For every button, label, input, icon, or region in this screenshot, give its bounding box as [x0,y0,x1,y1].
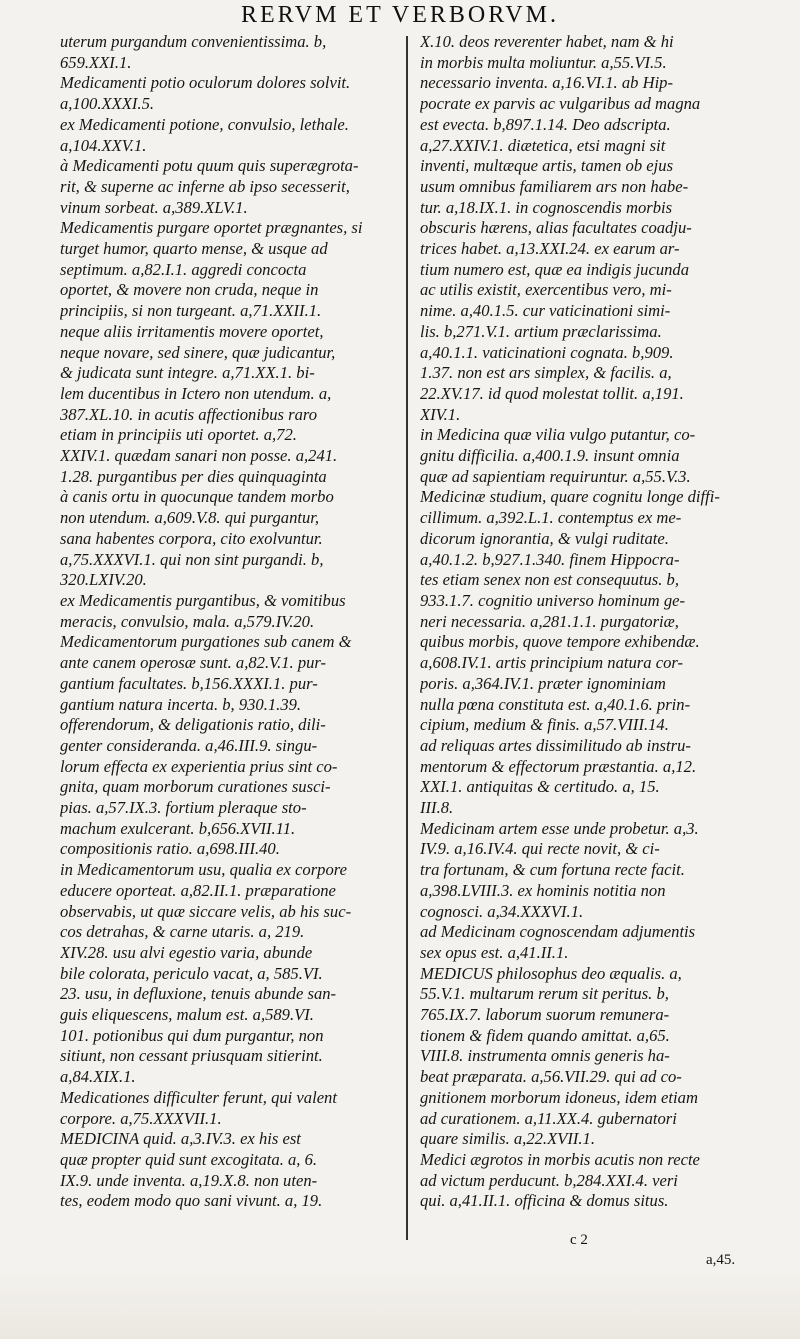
text-line: à Medicamenti potu quum quis superægrota- [60,156,359,176]
left-column [60,32,400,1212]
text-line: 1.37. non est ars simplex, & facilis. a, [420,363,672,383]
text-line: Medicamentorum purgationes sub canem & [60,632,352,652]
text-line: 23. usu, in defluxione, tenuis abunde san- [60,984,337,1004]
text-line: in Medicamentorum usu, qualia ex corpore [60,860,347,880]
text-line: a,100.XXXI.5. [60,94,155,114]
text-line: uterum purgandum convenientissima. b, [60,32,327,51]
text-line: poris. a,364.IV.1. præter ignominiam [420,673,666,693]
text-line: 320.LXIV.20. [60,570,147,590]
running-header: RERVM ET VERBORVM. [241,2,559,28]
text-line: sitiunt, non cessant priusquam sitierint. [60,1046,323,1066]
text-line: Medicinæ studium, quare cognitu longe diffi- [420,487,720,507]
text-line: a,104.XXV.1. [60,135,147,155]
text-line: MEDICUS philosophus deo æqualis. a, [420,963,682,983]
text-line: neque novare, sed sinere, quæ judicantur, [60,342,336,362]
text-line: ad curationem. a,11.XX.4. gubernatori [420,1108,677,1128]
text-line: ante canem operosæ sunt. a,82.V.1. pur- [60,653,327,673]
text-line: cillimum. a,392.L.1. contemptus ex me- [420,508,682,528]
text-line: lem ducentibus in Ictero non utendum. a, [60,383,332,403]
text-line: Medici ægrotos in morbis acutis non recte [420,1149,700,1169]
text-line: bile colorata, periculo vacat, a, 585.VI. [60,963,323,983]
text-line: est evecta. b,897.1.14. Deo adscripta. [420,114,671,134]
text-line: a,40.1.2. b,927.1.340. finem Hippocra- [420,549,680,569]
text-line: beat præparata. a,56.VII.29. qui ad co- [420,1067,682,1087]
text-line: tes etiam senex non est consequutus. b, [420,570,679,590]
text-line: ex Medicamentis purgantibus, & vomitibus [60,590,346,610]
text-line: 387.XL.10. in acutis affectionibus raro [60,404,318,424]
text-line: usum omnibus familiarem ars non habe- [420,176,689,196]
text-line: compositionis ratio. a,698.III.40. [60,839,280,859]
text-line: tium numero est, quæ ea indigis jucunda [420,259,690,279]
text-line: à canis ortu in quocunque tandem morbo [60,487,334,507]
text-line: gnitionem morborum idoneus, idem etiam [420,1087,698,1107]
text-line: 659.XXI.1. [60,52,132,72]
text-line: & judicata sunt integre. a,71.XX.1. bi- [60,363,315,383]
text-line: septimum. a,82.I.1. aggredi concocta [60,259,307,279]
text-line: ex Medicamenti potione, convulsio, lethale. [60,114,349,134]
text-line: a,75.XXXVI.1. qui non sint purgandi. b, [60,549,324,569]
text-line: qui. a,41.II.1. officina & domus situs. [420,1191,669,1211]
text-line: observabis, ut quæ siccare velis, ab his suc- [60,901,352,921]
text-line: MEDICINA quid. a,3.IV.3. ex his est [60,1129,301,1149]
text-line: etiam in principiis uti oportet. a,72. [60,425,297,445]
text-line: ad victum perducunt. b,284.XXI.4. veri [420,1170,678,1190]
text-line: 933.1.7. cognitio universo hominum ge- [420,590,686,610]
text-line: Medicamenti potio oculorum dolores solvit. [60,73,351,93]
text-line: lorum effecta ex experientia prius sint co- [60,756,338,776]
text-line: XXIV.1. quædam sanari non posse. a,241. [60,446,338,466]
text-line: gnita, quam morborum curationes susci- [60,777,331,797]
text-line: machum exulcerant. b,656.XVII.11. [60,818,296,838]
text-line: 765.IX.7. laborum suorum remunera- [420,1005,670,1025]
text-line: gnitu difficilia. a,400.1.9. insunt omnia [420,446,680,466]
text-line: ad Medicinam cognoscendam adjumentis [420,922,696,942]
text-line: 1.28. purgantibus per dies quinquaginta [60,466,327,486]
text-line: sana habentes corpora, cito exolvuntur. [60,528,323,548]
text-line: a,398.LVIII.3. ex hominis notitia non [420,880,666,900]
text-line: sex opus est. a,41.II.1. [420,942,569,962]
text-line: dicorum ignorantia, & vulgi ruditate. [420,528,669,548]
text-line: nulla pœna constituta est. a,40.1.6. prin- [420,694,691,714]
text-line: lis. b,271.V.1. artium præclarissima. [420,321,662,341]
text-line: pocrate ex parvis ac vulgaribus ad magna [420,94,701,114]
text-line: a,84.XIX.1. [60,1067,136,1087]
text-line: XXI.1. antiquitas & certitudo. a, 15. [420,777,660,797]
text-line: tionem & fidem quando amittat. a,65. [420,1025,670,1045]
text-line: XIV.28. usu alvi egestio varia, abunde [60,942,313,962]
text-line: tur. a,18.IX.1. in cognoscendis morbis [420,197,673,217]
text-line: vinum sorbeat. a,389.XLV.1. [60,197,248,217]
text-line: cognosci. a,34.XXXVI.1. [420,901,584,921]
text-line: Medicamentis purgare oportet prægnantes, si [60,218,363,238]
text-line: in morbis multa moliuntur. a,55.VI.5. [420,52,667,72]
text-line: cos detrahas, & carne utaris. a, 219. [60,922,305,942]
text-line: XIV.1. [420,404,461,424]
text-line: meracis, convulsio, mala. a,579.IV.20. [60,611,315,631]
text-line: gantium facultates. b,156.XXXI.1. pur- [60,673,318,693]
text-line: a,40.1.1. vaticinationi cognata. b,909. [420,342,674,362]
text-line: obscuris hærens, alias facultates coadju- [420,218,692,238]
text-line: IV.9. a,16.IV.4. qui recte novit, & ci- [420,839,660,859]
text-line: tes, eodem modo quo sani vivunt. a, 19. [60,1191,323,1211]
text-line: nime. a,40.1.5. cur vaticinationi simi- [420,301,671,321]
text-line: genter consideranda. a,46.III.9. singu- [60,735,318,755]
text-line: a,608.IV.1. artis principium natura cor- [420,653,684,673]
text-line: Medicationes difficulter ferunt, qui valent [60,1087,337,1107]
text-line: principiis, si non turgeant. a,71.XXII.1. [60,301,322,321]
text-line: trices habet. a,13.XXI.24. ex earum ar- [420,239,680,259]
text-line: mentorum & effectorum præstantia. a,12. [420,756,697,776]
column-divider [406,36,408,1240]
text-line: a,27.XXIV.1. diætetica, etsi magni sit [420,135,666,155]
text-line: tra fortunam, & cum fortuna recte facit. [420,860,685,880]
text-line: 101. potionibus qui dum purgantur, non [60,1025,324,1045]
text-line: VIII.8. instrumenta omnis generis ha- [420,1046,670,1066]
text-line: IX.9. unde inventa. a,19.X.8. non uten- [60,1170,318,1190]
text-line: offerendorum, & deligationis ratio, dili- [60,715,326,735]
text-line: 22.XV.17. id quod molestat tollit. a,191. [420,383,684,403]
text-line: ad reliquas artes dissimilitudo ab instru- [420,735,691,755]
text-line: gantium natura incerta. b, 930.1.39. [60,694,302,714]
text-line: rit, & superne ac inferne ab ipso secesserit, [60,176,350,196]
text-line: necessario inventa. a,16.VI.1. ab Hip- [420,73,674,93]
text-line: guis eliquescens, malum est. a,589.VI. [60,1005,314,1025]
text-line: educere oporteat. a,82.II.1. præparatione [60,880,336,900]
text-line: quare similis. a,22.XVII.1. [420,1129,595,1149]
right-column [420,32,772,1212]
text-line: quæ propter quid sunt excogitata. a, 6. [60,1149,318,1169]
signature-mark: c 2 [570,1232,588,1248]
catchword: a,45. [706,1252,736,1268]
text-line: non utendum. a,609.V.8. qui purgantur, [60,508,320,528]
text-line: III.8. [420,798,454,818]
text-line: neque aliis irritamentis movere oportet, [60,321,324,341]
text-line: quibus morbis, quove tempore exhibendæ. [420,632,700,652]
text-line: neri necessaria. a,281.1.1. purgatoriæ, [420,611,679,631]
text-line: ac utilis existit, exercentibus vero, mi- [420,280,672,300]
text-line: pias. a,57.IX.3. fortium pleraque sto- [60,798,307,818]
text-line: X.10. deos reverenter habet, nam & hi [420,32,674,51]
text-line: cipium, medium & finis. a,57.VIII.14. [420,715,669,735]
text-line: 55.V.1. multarum rerum sit peritus. b, [420,984,669,1004]
text-line: turget humor, quarto mense, & usque ad [60,239,328,259]
text-line: oportet, & movere non cruda, neque in [60,280,319,300]
bottom-margin [0,1270,800,1339]
text-line: quæ ad sapientiam requiruntur. a,55.V.3. [420,466,691,486]
text-line: corpore. a,75.XXXVII.1. [60,1108,222,1128]
text-line: Medicinam artem esse unde probetur. a,3. [420,818,699,838]
text-line: in Medicina quæ vilia vulgo putantur, co- [420,425,696,445]
text-line: inventi, multæque artis, tamen ob ejus [420,156,674,176]
